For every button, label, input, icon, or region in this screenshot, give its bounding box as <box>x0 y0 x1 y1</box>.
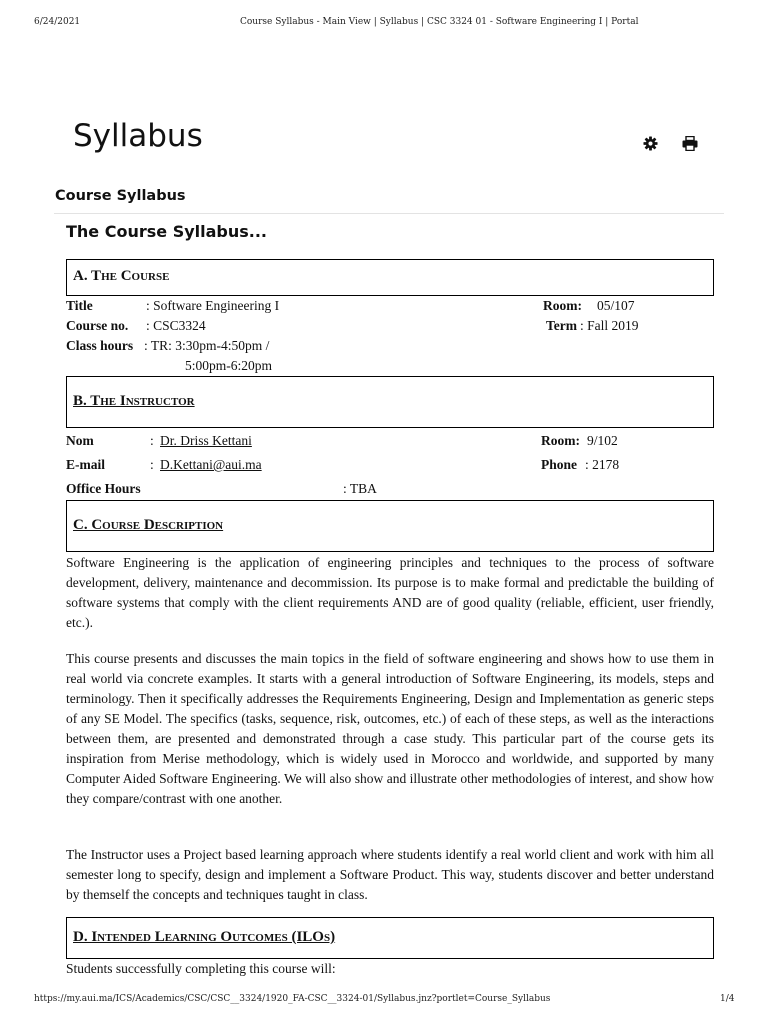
course-no-value: : CSC3324 <box>146 318 206 333</box>
print-page-title: Course Syllabus - Main View | Syllabus | CSC 3324 01 - Software Engineering I | Portal <box>240 17 639 27</box>
description-paragraph-1: Software Engineering is the application of engineering principles and techniques to the process of software development, delivery, maintenance and decommission. Its purpose is to make formal and predictable the building of software systems that comply with the client requirements AND are of good quality (reliable, efficient, user friendly, etc.). <box>66 555 714 630</box>
instructor-room-label: Room: <box>541 433 580 448</box>
description-paragraph-2: This course presents and discusses the main topics in the field of software engineering and shows how to use them in real world via concrete examples. It starts with a general introduction of Software Engineering, its models, steps and terminology. Then it specifically addresses the Requirements Engineering, Design and Implementation as generic steps of any SE Model. The specifics (tasks, sequence, risk, outcomes, etc.) of each of these steps, as well as the interactions between them, are presented and demonstrated through a case study. This particular part of the course gets its inspiration from Merise methodology, which is widely used in Morocco and worldwide, and supported by many Computer Aided Software Engineering. We will also show and illustrate other methodologies of interest, and show how they compare/contrast with one another. <box>66 651 714 806</box>
outcomes-intro: Students successfully completing this course will: <box>66 961 336 976</box>
section-heading: Course Syllabus <box>55 188 186 204</box>
class-hours-value: : TR: 3:30pm-4:50pm / <box>144 338 270 353</box>
room-label: Room: <box>543 298 582 313</box>
instructor-section-title: B. The Instructor <box>73 393 195 409</box>
print-page-number: 1/4 <box>720 994 735 1004</box>
office-hours-value: : TBA <box>343 481 377 496</box>
title-label: Title <box>66 298 93 313</box>
print-url: https://my.aui.ma/ICS/Academics/CSC/CSC__3324/1920_FA-CSC__3324-01/Syllabus.jnz?portlet=Course_Syllabus <box>34 994 551 1004</box>
nom-label: Nom <box>66 433 94 448</box>
room-value: 05/107 <box>597 298 635 313</box>
email-colon: : <box>150 457 158 472</box>
email-link[interactable]: D.Kettani@aui.ma <box>160 457 262 472</box>
page-title: Syllabus <box>73 118 203 154</box>
phone-value: : 2178 <box>585 457 620 472</box>
nom-colon: : <box>150 433 158 448</box>
term-label: Term <box>546 318 577 333</box>
instructor-section-header <box>66 376 714 428</box>
outcomes-section-header <box>66 917 714 959</box>
print-icon[interactable] <box>681 134 699 152</box>
course-no-label: Course no. <box>66 318 129 333</box>
instructor-name-link[interactable]: Dr. Driss Kettani <box>160 433 252 448</box>
description-paragraph-3: The Instructor uses a Project based learning approach where students identify a real world client and work with him all semester long to specify, design and implement a Software Product. This way, students discover and better understand by themself the concepts and techniques taught in class. <box>66 847 714 902</box>
description-section-header <box>66 500 714 552</box>
term-value: : Fall 2019 <box>580 318 639 333</box>
gear-icon[interactable] <box>641 134 659 152</box>
phone-label: Phone <box>541 457 578 472</box>
outcomes-section-title: D. Intended Learning Outcomes (ILOs) <box>73 929 336 945</box>
title-value: : Software Engineering I <box>146 298 280 313</box>
office-hours-label: Office Hours <box>66 481 141 496</box>
class-hours-label: Class hours <box>66 338 134 353</box>
description-section-title: C. Course Description <box>73 517 224 533</box>
print-date: 6/24/2021 <box>34 17 81 27</box>
content-heading: The Course Syllabus... <box>66 222 268 241</box>
email-label: E-mail <box>66 457 105 472</box>
instructor-room-value: 9/102 <box>587 433 618 448</box>
divider <box>54 213 724 214</box>
course-section-header <box>66 259 714 296</box>
class-hours-value-2: 5:00pm-6:20pm <box>185 358 272 373</box>
course-section-title: A. The Course <box>73 268 170 284</box>
